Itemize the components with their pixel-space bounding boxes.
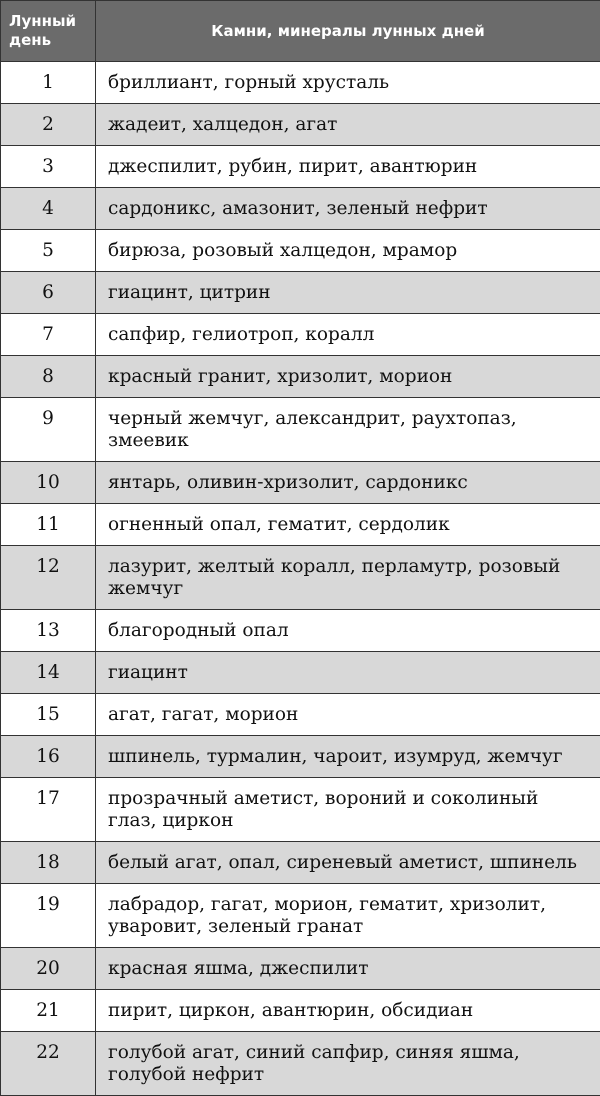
table-row — [1, 188, 600, 230]
day-cell: 12 — [1, 546, 96, 610]
table-row — [1, 230, 600, 272]
stones-cell: шпинель, турмалин, чароит, изумруд, жемчуг — [96, 736, 600, 778]
table-row — [1, 884, 600, 948]
stones-cell: огненный опал, гематит, сердолик — [96, 504, 600, 546]
table-row — [1, 62, 600, 104]
day-cell: 4 — [1, 188, 96, 230]
stones-cell: лазурит, желтый коралл, перламутр, розовый жемчуг — [96, 546, 600, 610]
stones-cell: благородный опал — [96, 610, 600, 652]
header-stones: Камни, минералы лунных дней — [96, 1, 600, 62]
table-row — [1, 842, 600, 884]
day-cell: 6 — [1, 272, 96, 314]
stones-cell: пирит, циркон, авантюрин, обсидиан — [96, 990, 600, 1032]
day-cell: 20 — [1, 948, 96, 990]
stones-cell: бриллиант, горный хрусталь — [96, 62, 600, 104]
stones-cell: гиацинт, цитрин — [96, 272, 600, 314]
table-row — [1, 990, 600, 1032]
day-cell: 1 — [1, 62, 96, 104]
table-row — [1, 146, 600, 188]
stones-cell: сапфир, гелиотроп, коралл — [96, 314, 600, 356]
table-row — [1, 736, 600, 778]
stones-cell: жадеит, халцедон, агат — [96, 104, 600, 146]
day-cell: 8 — [1, 356, 96, 398]
day-cell: 13 — [1, 610, 96, 652]
day-cell: 2 — [1, 104, 96, 146]
table-row — [1, 356, 600, 398]
table-row — [1, 398, 600, 462]
table-row — [1, 610, 600, 652]
stones-cell: красная яшма, джеспилит — [96, 948, 600, 990]
table-row — [1, 314, 600, 356]
stones-cell: джеспилит, рубин, пирит, авантюрин — [96, 146, 600, 188]
table-row — [1, 462, 600, 504]
day-cell: 11 — [1, 504, 96, 546]
stones-cell: красный гранит, хризолит, морион — [96, 356, 600, 398]
table-row — [1, 948, 600, 990]
day-cell: 3 — [1, 146, 96, 188]
stones-cell: бирюза, розовый халцедон, мрамор — [96, 230, 600, 272]
stones-cell: агат, гагат, морион — [96, 694, 600, 736]
table-row — [1, 104, 600, 146]
stones-cell: янтарь, оливин-хризолит, сардоникс — [96, 462, 600, 504]
day-cell: 9 — [1, 398, 96, 462]
day-cell: 5 — [1, 230, 96, 272]
stones-cell: гиацинт — [96, 652, 600, 694]
stones-cell: белый агат, опал, сиреневый аметист, шпинель — [96, 842, 600, 884]
day-cell: 7 — [1, 314, 96, 356]
day-cell: 15 — [1, 694, 96, 736]
table-row — [1, 652, 600, 694]
table-row — [1, 546, 600, 610]
day-cell: 16 — [1, 736, 96, 778]
header-lunar-day: Лунный день — [1, 1, 96, 62]
day-cell: 10 — [1, 462, 96, 504]
table-header-row — [1, 1, 600, 62]
day-cell: 17 — [1, 778, 96, 842]
table-row — [1, 778, 600, 842]
table-row — [1, 694, 600, 736]
stones-cell: голубой агат, синий сапфир, синяя яшма, голубой нефрит — [96, 1032, 600, 1096]
day-cell: 21 — [1, 990, 96, 1032]
stones-cell: сардоникс, амазонит, зеленый нефрит — [96, 188, 600, 230]
stones-cell: черный жемчуг, александрит, раухтопаз, змеевик — [96, 398, 600, 462]
day-cell: 14 — [1, 652, 96, 694]
day-cell: 18 — [1, 842, 96, 884]
table-row — [1, 1032, 600, 1096]
stones-cell: прозрачный аметист, вороний и соколиный глаз, циркон — [96, 778, 600, 842]
stones-cell: лабрадор, гагат, морион, гематит, хризолит, уваровит, зеленый гранат — [96, 884, 600, 948]
table-row — [1, 272, 600, 314]
day-cell: 22 — [1, 1032, 96, 1096]
table-row — [1, 504, 600, 546]
day-cell: 19 — [1, 884, 96, 948]
